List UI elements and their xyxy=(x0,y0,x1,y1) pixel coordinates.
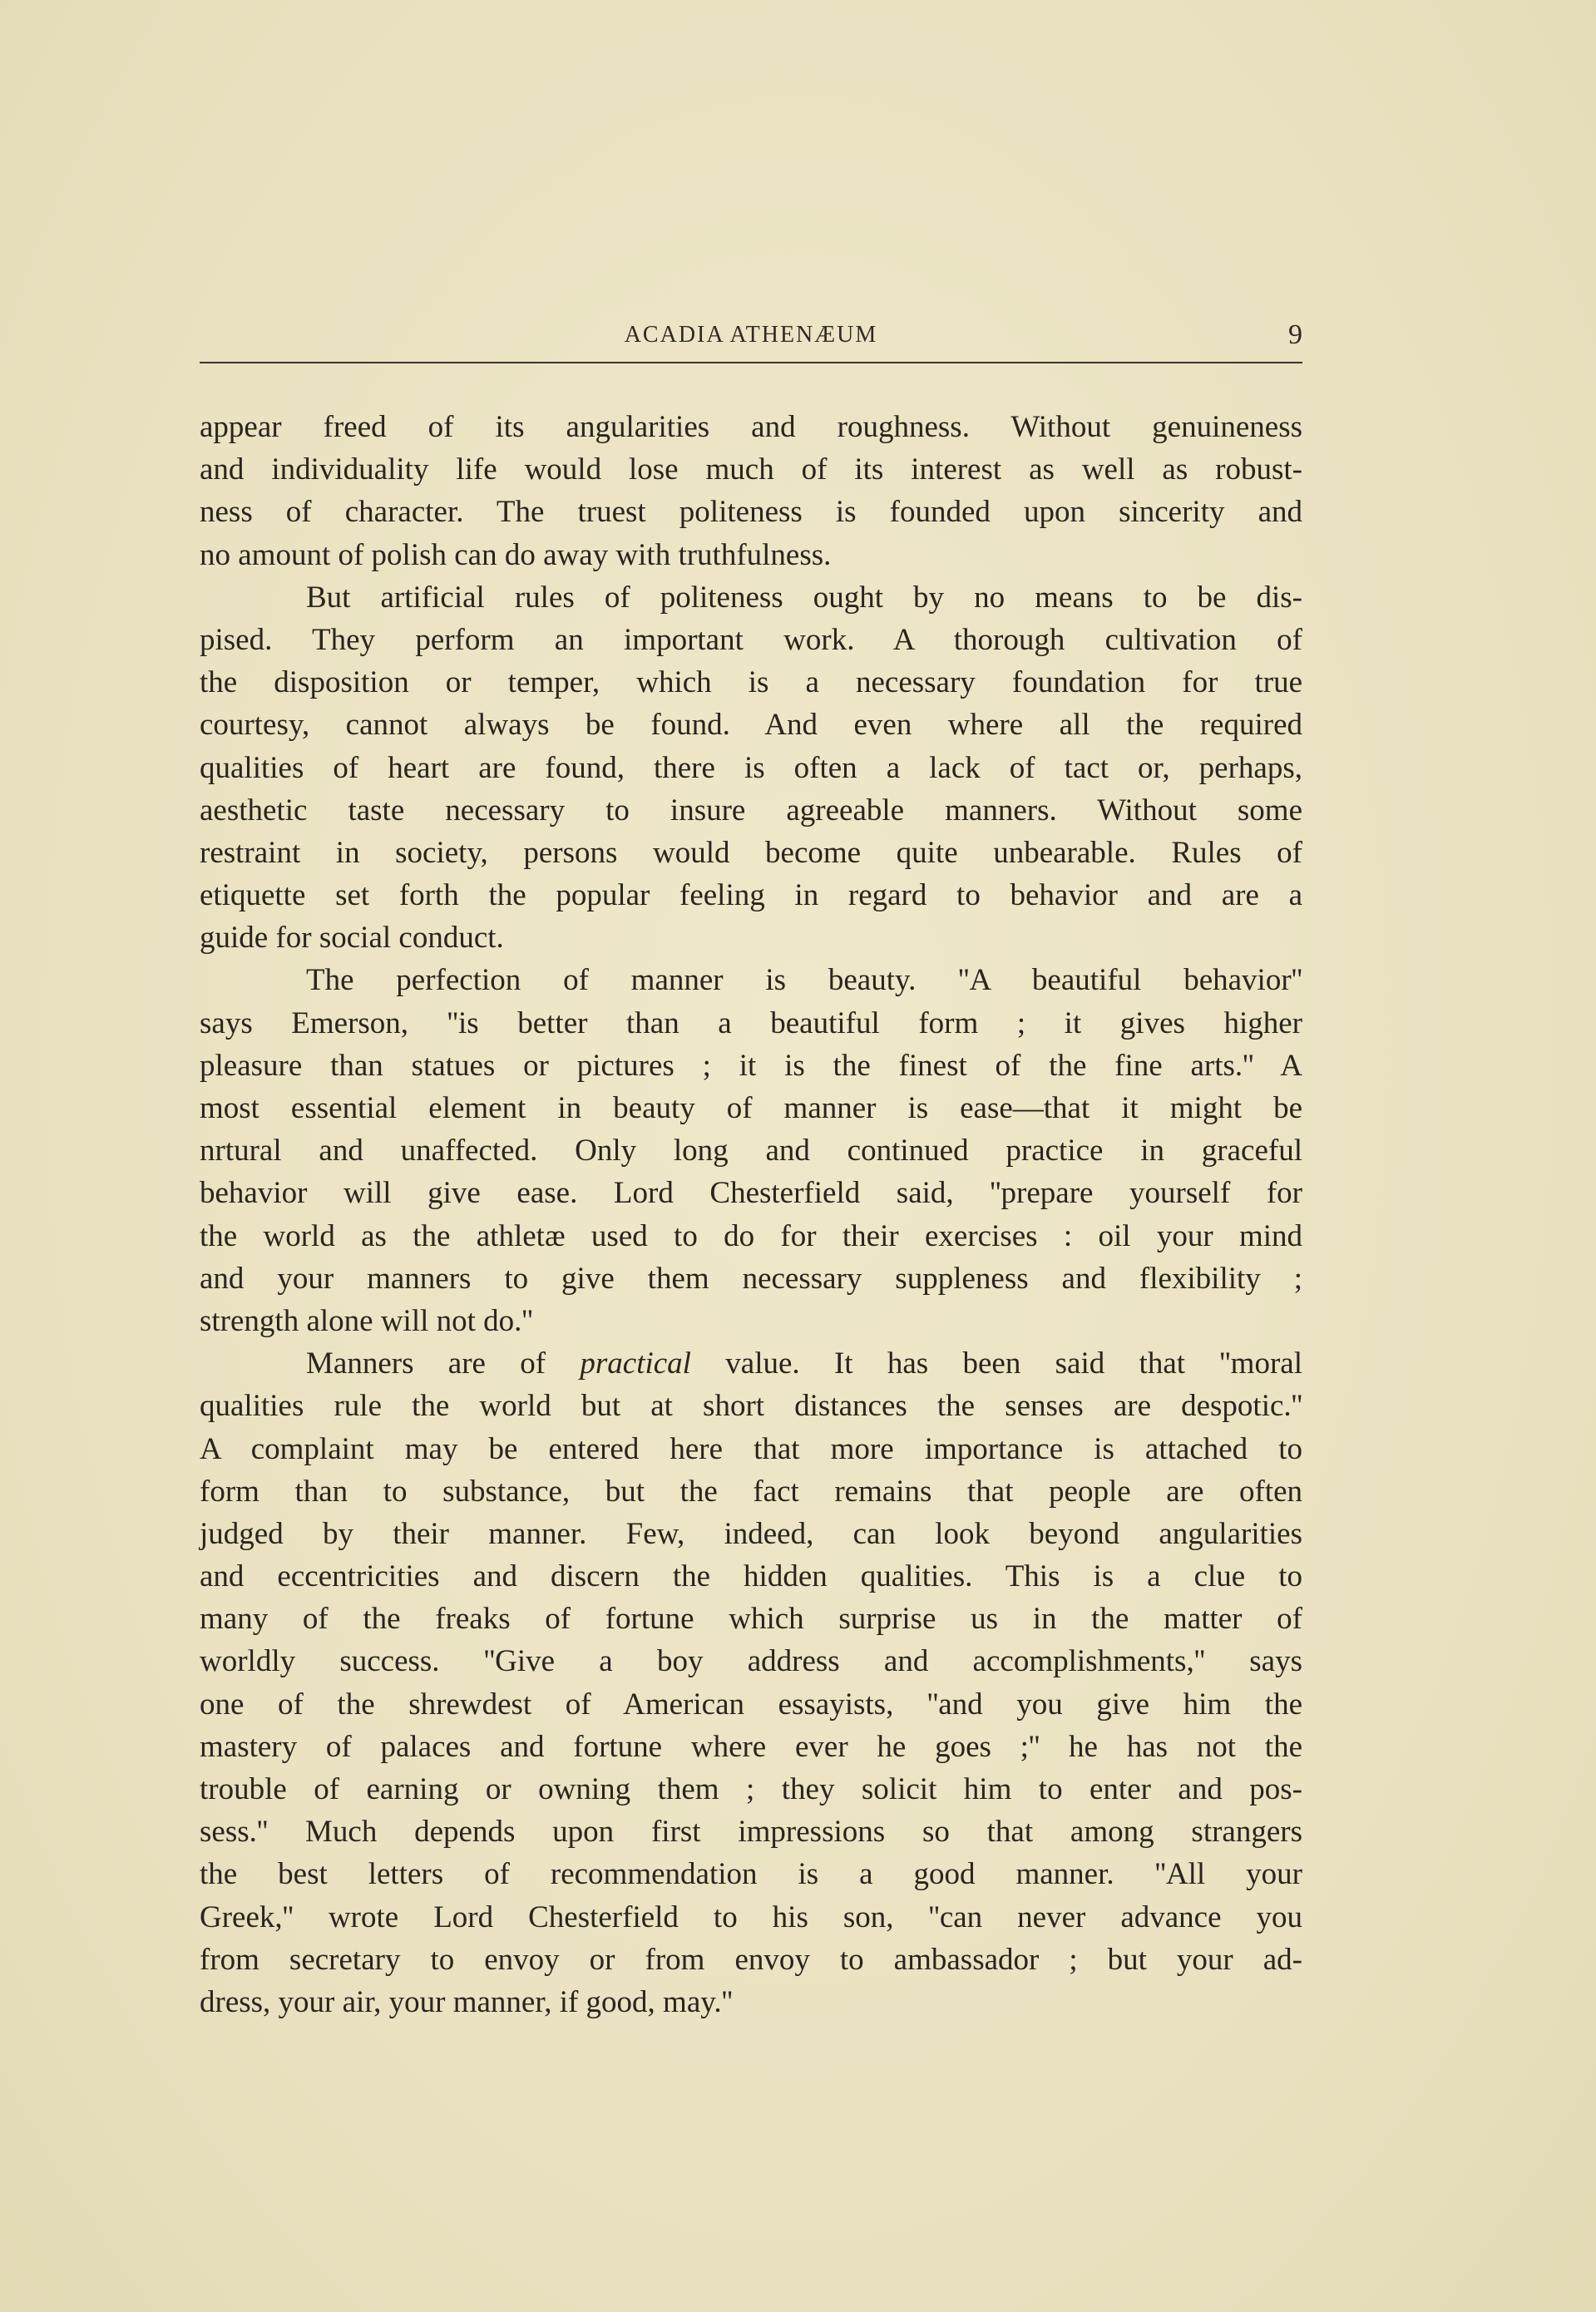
text-line: strength alone will not do.'' xyxy=(200,1303,533,1338)
text-line: But artificial rules of politeness ought by no means to be dis- xyxy=(306,580,1302,615)
text-line: one of the shrewdest of American essayists, ''and you give him the xyxy=(200,1687,1302,1722)
text-line: most essential element in beauty of manner is ease—that it might be xyxy=(200,1091,1302,1125)
running-title: ACADIA ATHENÆUM xyxy=(624,322,878,348)
page-header xyxy=(200,319,1302,360)
body-text xyxy=(200,406,1302,2023)
italic-word: practical xyxy=(580,1346,691,1381)
text-line: appear freed of its angularities and roughness. Without genuineness xyxy=(200,410,1302,444)
text-line: guide for social conduct. xyxy=(200,921,504,956)
text-line: the world as the athletæ used to do for their exercises : oil your mind xyxy=(200,1218,1302,1253)
text-line: etiquette set forth the popular feeling in regard to behavior and are a xyxy=(200,878,1302,913)
text-line: and eccentricities and discern the hidden qualities. This is a clue to xyxy=(200,1559,1302,1594)
text-line: trouble of earning or owning them ; they solicit him to enter and pos- xyxy=(200,1772,1302,1806)
text-line: qualities of heart are found, there is often a lack of tact or, perhaps, xyxy=(200,750,1302,785)
text-line: and your manners to give them necessary suppleness and flexibility ; xyxy=(200,1261,1302,1296)
text-line: from secretary to envoy or from envoy to ambassador ; but your ad- xyxy=(200,1942,1302,1977)
text-line: many of the freaks of fortune which surprise us in the matter of xyxy=(200,1602,1302,1637)
text-line: pised. They perform an important work. A thorough cultivation of xyxy=(200,622,1302,657)
text-line: courtesy, cannot always be found. And even where all the required xyxy=(200,708,1302,743)
text-line: says Emerson, ''is better than a beautiful form ; it gives higher xyxy=(200,1005,1302,1040)
paragraph xyxy=(200,959,1302,1342)
text-line: mastery of palaces and fortune where ever he goes ;'' he has not the xyxy=(200,1729,1302,1764)
text-line: aesthetic taste necessary to insure agreeable manners. Without some xyxy=(200,793,1302,827)
text-line: The perfection of manner is beauty. ''A beautiful behavior'' xyxy=(306,963,1302,998)
text-line: qualities rule the world but at short distances the senses are despotic.'' xyxy=(200,1389,1302,1424)
header-rule xyxy=(200,362,1302,363)
text-line: ness of character. The truest politeness is founded upon sincerity and xyxy=(200,495,1302,530)
text-line: judged by their manner. Few, indeed, can look beyond angularities xyxy=(200,1516,1302,1551)
text-line: the best letters of recommendation is a good manner. ''All your xyxy=(200,1857,1302,1892)
text-line: dress, your air, your manner, if good, may.'' xyxy=(200,1984,733,2019)
text-line: Manners are of practical value. It has been said that ''moral xyxy=(306,1346,1302,1381)
text-line: behavior will give ease. Lord Chesterfield said, ''prepare yourself for xyxy=(200,1176,1302,1211)
text-line: A complaint may be entered here that more importance is attached to xyxy=(200,1431,1302,1466)
text-line: no amount of polish can do away with truthfulness. xyxy=(200,537,832,572)
paragraph xyxy=(200,576,1302,960)
paragraph xyxy=(200,1342,1302,2023)
text-line: pleasure than statues or pictures ; it is the finest of the fine arts.'' A xyxy=(200,1048,1302,1083)
text-line: form than to substance, but the fact remains that people are often xyxy=(200,1474,1302,1509)
page-number: 9 xyxy=(1288,319,1302,350)
text-line: worldly success. ''Give a boy address and accomplishments,'' says xyxy=(200,1644,1302,1679)
text-line: nrtural and unaffected. Only long and continued practice in graceful xyxy=(200,1134,1302,1168)
paragraph xyxy=(200,406,1302,576)
text-line: restraint in society, persons would become quite unbearable. Rules of xyxy=(200,835,1302,870)
text-line: sess.'' Much depends upon first impressions so that among strangers xyxy=(200,1815,1302,1850)
text-line: and individuality life would lose much of its interest as well as robust- xyxy=(200,452,1302,487)
text-line: Greek,'' wrote Lord Chesterfield to his son, ''can never advance you xyxy=(200,1899,1302,1934)
text-line: the disposition or temper, which is a necessary foundation for true xyxy=(200,665,1302,700)
